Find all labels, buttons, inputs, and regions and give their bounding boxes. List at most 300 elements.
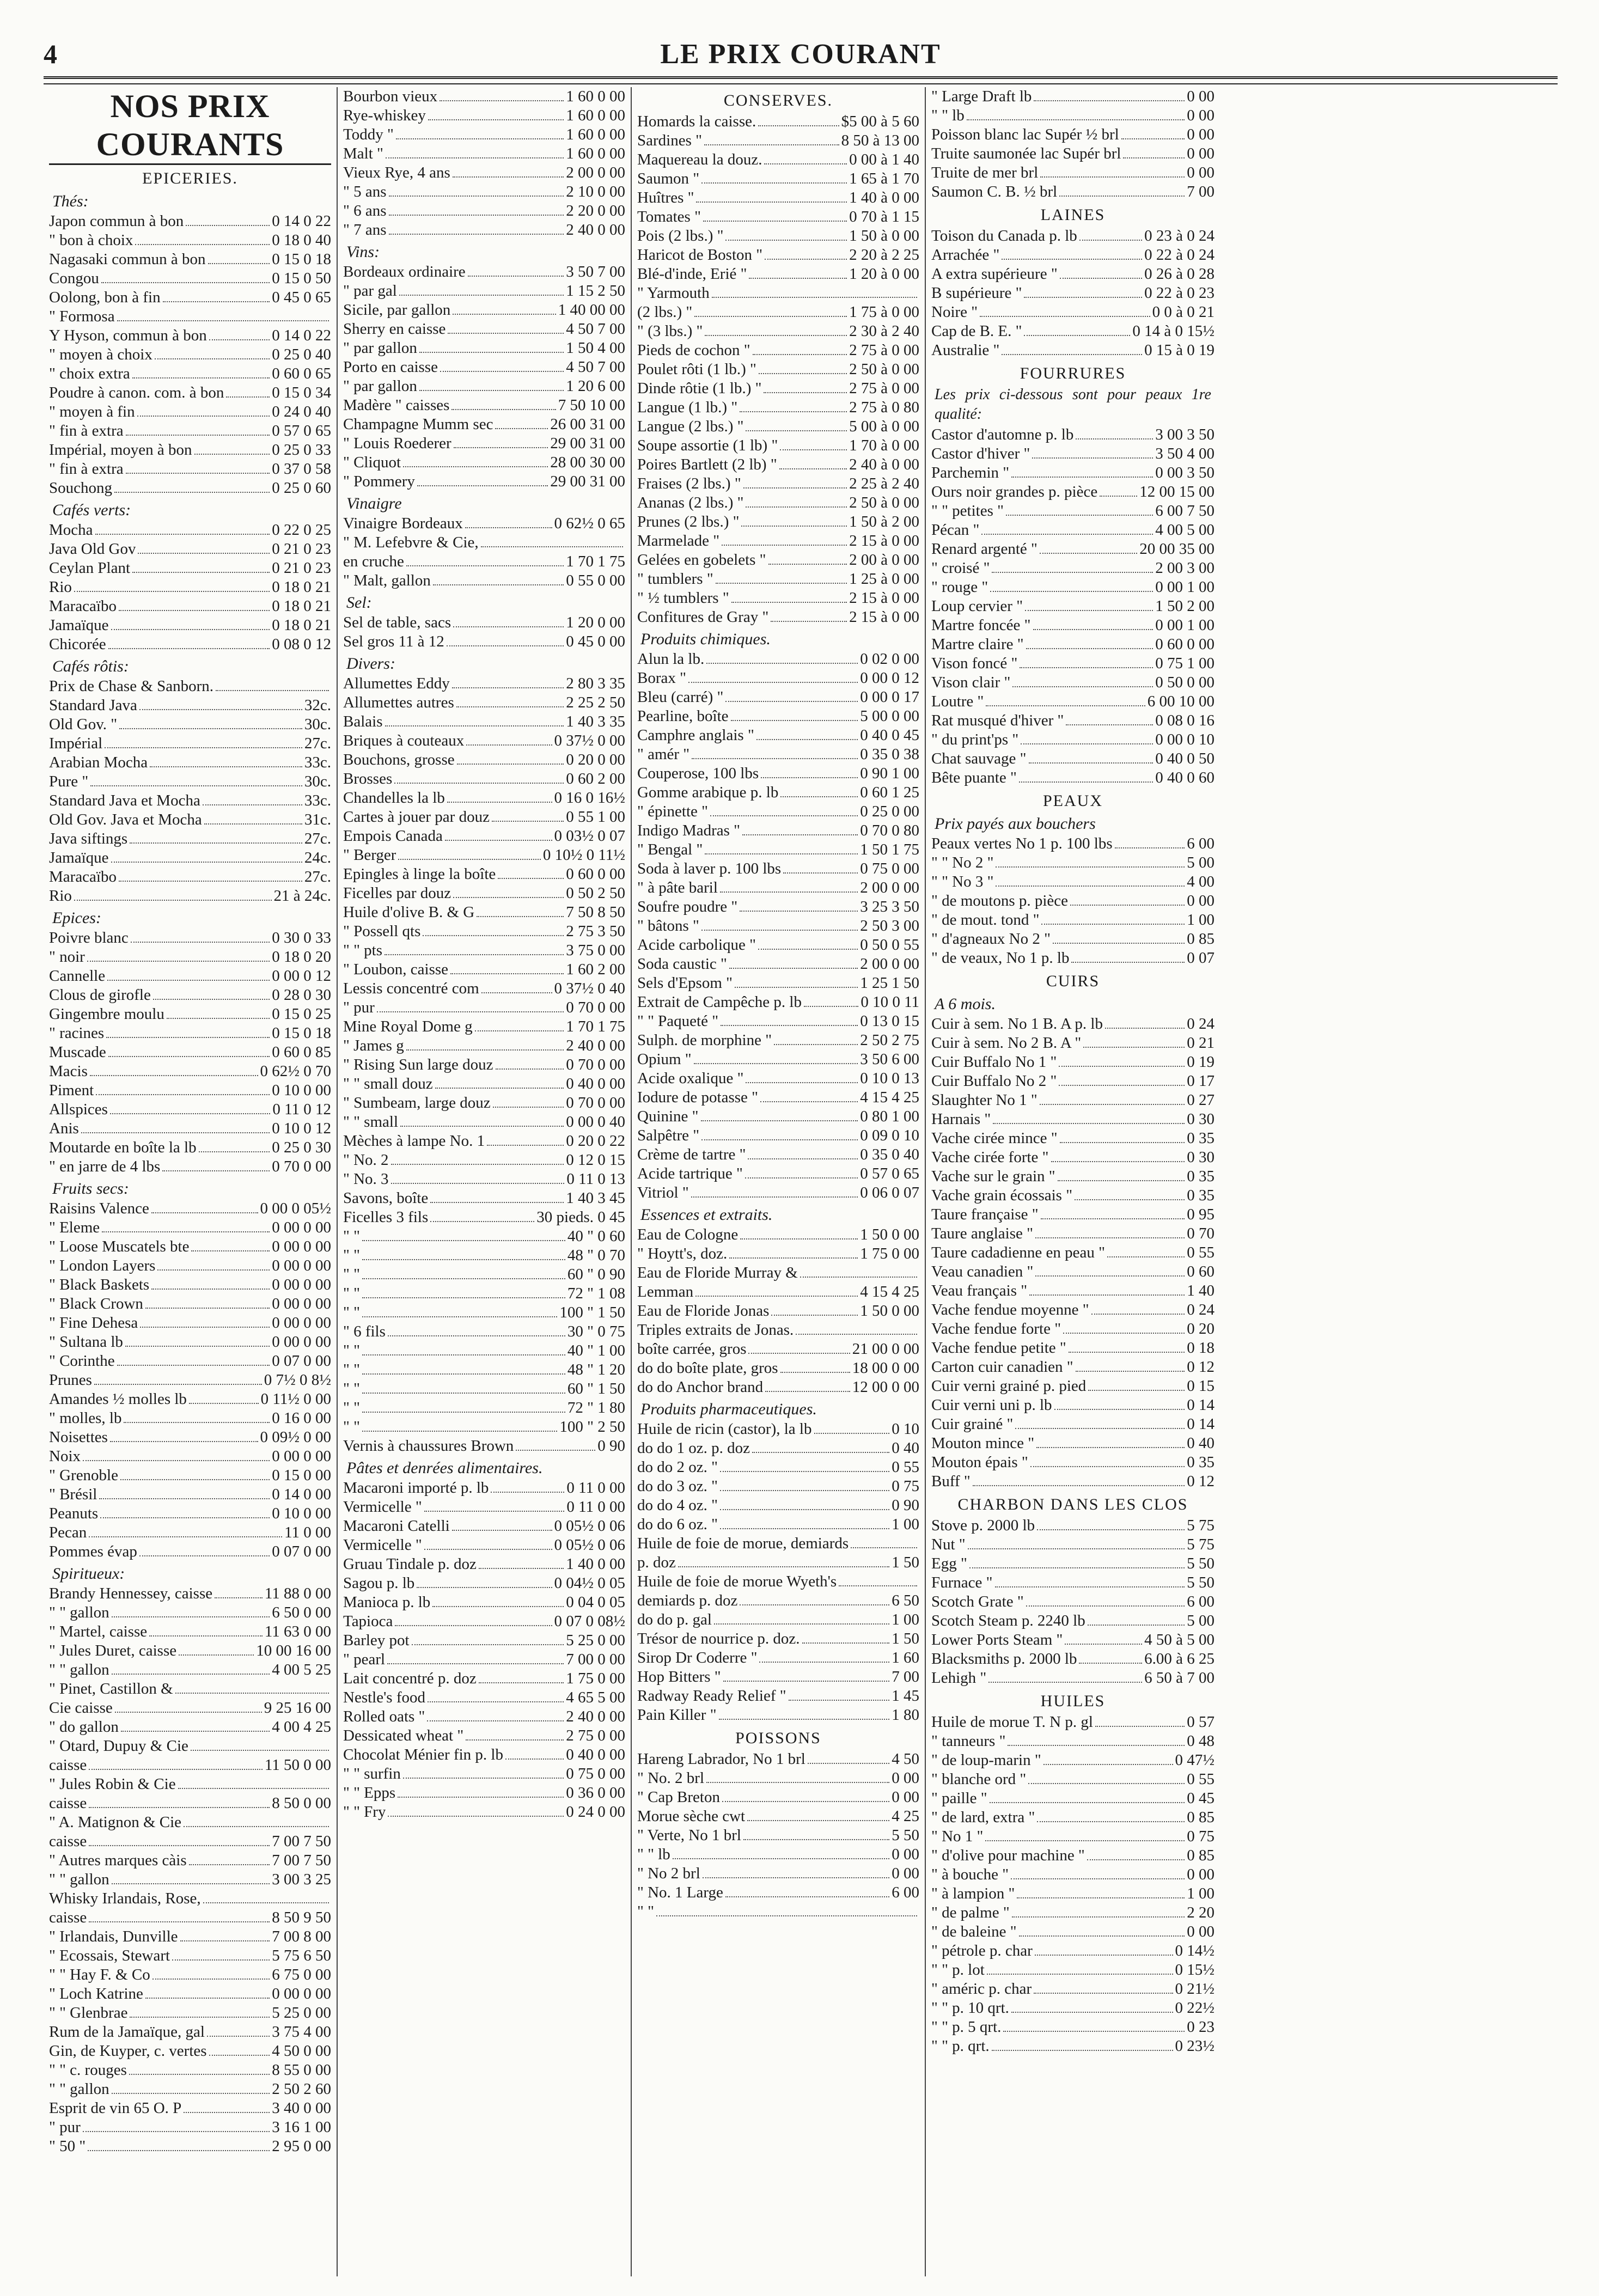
leader-dots [1029, 753, 1154, 764]
item-name: " noir [49, 948, 85, 966]
item-name: Lessis concentré com [343, 980, 479, 997]
item-price: 2 50 3 00 [860, 917, 919, 935]
item-name: do do 3 oz. " [637, 1477, 718, 1495]
item-price: 26 00 31 00 [550, 416, 625, 433]
price-row [49, 1832, 331, 1851]
item-name: " Cliquot [343, 454, 401, 471]
leader-dots [716, 573, 847, 584]
price-row [931, 246, 1214, 265]
leader-dots [990, 1793, 1185, 1803]
item-price: 0 28 0 30 [272, 986, 331, 1004]
item-name: Morue sèche cwt [637, 1808, 746, 1825]
item-price: 0 35 [1187, 1187, 1214, 1204]
leader-dots [427, 1711, 564, 1721]
item-price: 6.00 à 6 25 [1144, 1650, 1214, 1668]
price-row [343, 674, 625, 693]
item-price: 9 25 16 00 [264, 1699, 331, 1717]
item-price: 0 75 0 00 [566, 1765, 625, 1782]
item-price: 11 0 00 [284, 1524, 331, 1541]
price-row [343, 320, 625, 339]
item-price: 40 " 1 00 [567, 1342, 625, 1359]
price-row [931, 1573, 1214, 1592]
leader-dots [398, 1787, 564, 1798]
price-row [637, 112, 919, 131]
leader-dots [112, 1607, 270, 1617]
item-name: Langue (1 lb.) " [637, 399, 738, 416]
item-price: 5 50 [892, 1827, 919, 1844]
leader-dots [130, 2007, 270, 2018]
price-row [343, 750, 625, 770]
item-price: 0 20 [1187, 1320, 1214, 1338]
item-price: 2 95 0 00 [272, 2138, 331, 2155]
item-price: 21 00 0 00 [852, 1340, 919, 1358]
item-name: " de baleine " [931, 1923, 1017, 1940]
item-price: 0 15 à 0 19 [1144, 341, 1214, 359]
item-name: Sardines " [637, 132, 702, 149]
item-price: 0 14 0 22 [272, 212, 331, 230]
section-subheading: Fruits secs: [52, 1180, 129, 1198]
price-row [49, 1851, 331, 1870]
item-price: 5 00 [1187, 854, 1214, 871]
price-row [637, 859, 919, 878]
item-price: 1 15 2 50 [566, 282, 625, 300]
price-row [637, 955, 919, 974]
leader-dots [1088, 1381, 1185, 1391]
item-name: do do 6 oz. " [637, 1516, 718, 1533]
price-row [49, 1718, 331, 1737]
item-name: Malt " [343, 145, 383, 162]
price-row [931, 1358, 1214, 1377]
price-row [49, 521, 331, 540]
leader-dots [131, 932, 270, 943]
price-row [637, 1706, 919, 1725]
item-price: 0 40 [892, 1439, 919, 1457]
price-row [49, 1157, 331, 1176]
price-row [49, 1199, 331, 1218]
leader-dots [1115, 838, 1185, 848]
leader-dots [692, 749, 858, 759]
item-name: " Corinthe [49, 1352, 115, 1370]
item-name: Epingles à linge la boîte [343, 865, 496, 883]
leader-dots [389, 205, 564, 216]
price-row [49, 250, 331, 269]
leader-dots [150, 757, 302, 767]
page-title: LE PRIX COURANT [660, 39, 941, 70]
price-row [637, 227, 919, 246]
price-row [343, 415, 625, 434]
leader-dots [701, 1111, 858, 1121]
leader-dots [839, 1576, 917, 1586]
item-price: 0 85 [1187, 1809, 1214, 1826]
leader-dots [140, 1317, 270, 1328]
price-row [637, 917, 919, 936]
leader-dots [209, 2045, 270, 2056]
item-price: 1 70 à 0 00 [849, 437, 919, 454]
item-name: Triples extraits de Jonas. [637, 1321, 794, 1339]
leader-dots [184, 2103, 270, 2113]
item-price: 0 16 0 16½ [554, 789, 625, 807]
item-name: Maracaïbo [49, 597, 117, 615]
price-row [931, 125, 1214, 144]
item-name: " de loup-marin " [931, 1751, 1041, 1769]
item-price: 0 60 0 00 [566, 865, 625, 883]
item-price: 0 00 [892, 1865, 919, 1882]
item-name: Cap de B. E. " [931, 322, 1022, 340]
price-row [637, 1378, 919, 1397]
item-price: 0 85 [1187, 1847, 1214, 1864]
item-name: Rio [49, 887, 72, 905]
item-name: Harnais " [931, 1110, 991, 1128]
leader-dots [1021, 734, 1153, 744]
leader-dots [516, 1440, 595, 1451]
item-price: 0 10 0 13 [860, 1070, 919, 1087]
item-name: Veau canadien " [931, 1263, 1034, 1280]
leader-dots [419, 381, 564, 391]
leader-dots [389, 224, 564, 235]
item-price: 0 40 0 60 [1155, 769, 1214, 786]
leader-dots [1071, 952, 1185, 963]
item-name: " de lard, extra " [931, 1809, 1035, 1826]
column-title: NOS PRIX COURANTS [49, 87, 331, 165]
section-heading: FOURRURES [1020, 364, 1126, 382]
price-row [931, 1808, 1214, 1827]
item-price: 0 07 0 08½ [554, 1613, 625, 1630]
leader-dots [783, 863, 858, 874]
leader-dots [1032, 448, 1153, 459]
item-price: 1 60 0 00 [566, 107, 625, 124]
price-row [343, 1479, 625, 1498]
item-name: " " [343, 1228, 360, 1245]
item-name: " pur [343, 999, 375, 1016]
price-column-1 [44, 87, 338, 2276]
item-price: 29 00 31 00 [550, 473, 625, 490]
item-name: caisse [49, 1833, 87, 1850]
leader-dots [1029, 1285, 1185, 1296]
item-price: 2 30 à 2 40 [849, 322, 919, 340]
price-columns [44, 87, 1558, 2276]
item-name: Rye-whiskey [343, 107, 426, 124]
item-price: 5 75 [1187, 1517, 1214, 1534]
leader-dots [673, 1849, 890, 1859]
leader-dots [765, 249, 847, 260]
leader-dots [701, 173, 847, 184]
leader-dots [748, 1149, 858, 1159]
item-price: 0 70 0 00 [566, 999, 625, 1016]
price-row [637, 1340, 919, 1359]
price-row [49, 1542, 331, 1561]
leader-dots [752, 1443, 889, 1453]
price-row [343, 1631, 625, 1650]
item-price: 2 40 0 00 [566, 1037, 625, 1054]
price-row [931, 1554, 1214, 1573]
price-row [49, 1333, 331, 1352]
item-price: 0 10 0 00 [272, 1082, 331, 1099]
item-name: Veau français " [931, 1282, 1028, 1299]
item-name: " racines [49, 1024, 105, 1042]
item-price: 8 55 0 00 [272, 2061, 331, 2079]
section-heading: HUILES [1040, 1692, 1106, 1710]
leader-dots [89, 1798, 270, 1808]
price-row [343, 1303, 625, 1322]
price-row [931, 227, 1214, 246]
item-price: 2 20 0 00 [566, 202, 625, 219]
price-row [931, 1732, 1214, 1751]
price-row [637, 1225, 919, 1244]
price-row [931, 930, 1214, 949]
leader-dots [417, 1578, 552, 1588]
item-name: Scotch Grate " [931, 1593, 1024, 1610]
item-price: 2 50 2 75 [860, 1031, 919, 1049]
item-price: 0 07 [1187, 949, 1214, 967]
price-row [49, 559, 331, 578]
item-name: Jamaïque [49, 616, 109, 634]
item-name: caisse [49, 1794, 87, 1812]
price-row [343, 301, 625, 320]
item-name: Loutre " [931, 693, 984, 710]
price-row [343, 1170, 625, 1189]
leader-dots [412, 1635, 564, 1645]
price-row [343, 1536, 625, 1555]
price-row [343, 1784, 625, 1803]
item-name: Allumettes Eddy [343, 675, 450, 692]
item-name: Truite de mer brl [931, 164, 1039, 181]
item-name: Old Gov. Java et Mocha [49, 811, 202, 828]
item-name: Cuir grainé " [931, 1415, 1014, 1433]
item-price: 0 40 0 00 [566, 1746, 625, 1763]
price-row [343, 846, 625, 865]
section-subheading: Vinaigre [346, 494, 402, 512]
item-name: " No 2 brl [637, 1865, 700, 1882]
item-name: " Hoytt's, doz. [637, 1245, 728, 1262]
item-price: 7 00 [1187, 183, 1214, 200]
item-name: Vinaigre Bordeaux [343, 515, 463, 532]
item-price: 0 26 à 0 28 [1144, 265, 1214, 283]
item-name: Huile d'olive B. & G [343, 903, 475, 921]
item-price: 0 50 2 50 [566, 884, 625, 902]
item-price: 1 75 0 00 [860, 1245, 919, 1262]
item-price: 6 00 [1187, 835, 1214, 852]
price-row [343, 1745, 625, 1764]
price-row [931, 853, 1214, 872]
price-row [343, 339, 625, 358]
leader-dots [155, 349, 270, 359]
price-row [49, 231, 331, 250]
item-price: 0 90 [892, 1497, 919, 1514]
price-row [343, 903, 625, 922]
leader-dots [1037, 1520, 1185, 1530]
price-row [343, 865, 625, 884]
leader-dots [1015, 1419, 1185, 1429]
price-row [931, 1205, 1214, 1224]
price-row [637, 1591, 919, 1610]
price-row [49, 1584, 331, 1603]
item-price: 3 40 0 00 [272, 2099, 331, 2117]
price-row [637, 341, 919, 360]
item-price: 0 00 0 40 [566, 1113, 625, 1131]
item-price: 1 40 0 00 [566, 1555, 625, 1573]
leader-dots [452, 1521, 552, 1531]
leader-dots [167, 1009, 270, 1019]
leader-dots [747, 1811, 889, 1821]
leader-dots [428, 1692, 564, 1702]
leader-dots [391, 1174, 565, 1184]
price-row [343, 1036, 625, 1055]
item-price: 30 pieds. 0 45 [536, 1208, 625, 1226]
leader-dots [180, 1931, 270, 1941]
price-row [931, 1631, 1214, 1650]
leader-dots [129, 2065, 270, 2075]
item-price: 0 57 [1187, 1713, 1214, 1731]
leader-dots [1040, 1095, 1185, 1105]
leader-dots [749, 268, 847, 279]
item-name: Vison clair " [931, 674, 1011, 691]
leader-dots [1059, 186, 1185, 197]
leader-dots [1054, 1400, 1185, 1410]
item-price: 12 00 0 00 [852, 1378, 919, 1396]
leader-dots [362, 1364, 565, 1375]
price-row [49, 929, 331, 948]
item-price: 0 57 0 65 [272, 422, 331, 439]
leader-dots [800, 1267, 917, 1278]
item-name: Huile de morue T. N p. gl [931, 1713, 1093, 1731]
item-price: 1 60 0 00 [566, 145, 625, 162]
item-name: Australie " [931, 341, 1000, 359]
item-price: 48 " 0 70 [567, 1247, 625, 1264]
item-price: 18 00 0 00 [852, 1359, 919, 1377]
item-price: 0 14 [1187, 1415, 1214, 1433]
leader-dots [753, 345, 847, 355]
item-name: " " [343, 1399, 360, 1416]
item-name: " pétrole p. char [931, 1942, 1033, 1959]
section-heading: CHARBON DANS LES CLOS [957, 1495, 1188, 1513]
leader-dots [151, 1279, 270, 1290]
item-name: Vache grain écossais " [931, 1187, 1073, 1204]
item-price: 10 00 16 00 [256, 1642, 331, 1659]
item-name: " à pâte baril [637, 879, 718, 896]
item-price: 0 12 [1187, 1473, 1214, 1490]
item-price: 4 50 7 00 [566, 358, 625, 376]
leader-dots [725, 1887, 889, 1897]
leader-dots [120, 1470, 270, 1480]
price-row [637, 821, 919, 840]
price-row [637, 1610, 919, 1629]
item-price: 4 00 5 00 [1155, 521, 1214, 539]
item-name: Toddy " [343, 126, 394, 143]
leader-dots [101, 273, 270, 283]
item-name: Furnace " [931, 1574, 993, 1591]
item-name: " Martel, caisse [49, 1623, 148, 1640]
price-row [931, 163, 1214, 182]
leader-dots [466, 735, 552, 746]
item-name: " fin à extra [49, 422, 124, 439]
item-name: Arabian Mocha [49, 754, 148, 771]
item-price: 0 62½ 0 70 [260, 1062, 331, 1080]
leader-dots [423, 926, 564, 936]
leader-dots [703, 211, 847, 222]
item-price: 8 50 à 13 00 [841, 132, 919, 149]
item-price: 3 16 1 00 [272, 2118, 331, 2136]
price-row [931, 834, 1214, 853]
leader-dots [117, 1355, 270, 1366]
price-row [49, 1775, 331, 1794]
item-price: 4 50 7 00 [566, 320, 625, 338]
item-price: 1 50 [892, 1630, 919, 1647]
item-name: " blanche ord " [931, 1770, 1027, 1788]
leader-dots [119, 601, 270, 611]
item-price: 5 25 0 00 [272, 2004, 331, 2022]
price-row [49, 2118, 331, 2137]
section-subheading: Divers: [346, 655, 395, 673]
item-price: 0 7½ 0 8½ [264, 1371, 331, 1389]
price-row [931, 949, 1214, 968]
leader-dots [1024, 326, 1130, 336]
price-row [637, 1788, 919, 1807]
item-price: 0 12 0 15 [566, 1151, 625, 1169]
item-price: 0 00 0 00 [272, 1333, 331, 1351]
price-row [49, 1390, 331, 1409]
item-name: " Possell qts [343, 923, 421, 940]
price-row [637, 570, 919, 589]
leader-dots [740, 1595, 889, 1605]
item-price: 0 00 [892, 1846, 919, 1863]
price-row [637, 707, 919, 726]
leader-dots [1011, 1869, 1185, 1879]
leader-dots [986, 696, 1145, 706]
item-name: Empois Canada [343, 827, 443, 845]
item-price: 0 15 0 34 [272, 384, 331, 401]
item-price: 6 50 à 7 00 [1144, 1669, 1214, 1687]
item-price: 3 00 3 50 [1155, 426, 1214, 443]
item-price: 2 10 0 00 [566, 183, 625, 200]
price-row [343, 1707, 625, 1726]
leader-dots [780, 440, 847, 450]
item-price: 4 00 [1187, 873, 1214, 890]
item-price: 0 00 0 00 [272, 1276, 331, 1293]
item-name: Ficelles par douz [343, 884, 451, 902]
price-row [49, 460, 331, 479]
leader-dots [151, 1203, 258, 1213]
item-name: Hop Bitters " [637, 1668, 721, 1686]
leader-dots [207, 2026, 270, 2037]
item-name: Saumon " [637, 170, 700, 187]
item-name: " molles, lb [49, 1409, 122, 1427]
leader-dots [189, 1394, 259, 1404]
price-row [637, 608, 919, 627]
price-row [343, 358, 625, 377]
leader-dots [157, 1260, 270, 1271]
leader-dots [387, 1654, 564, 1664]
item-price: 0 45 0 00 [566, 633, 625, 650]
price-row [637, 1845, 919, 1864]
leader-dots [996, 857, 1185, 868]
price-row [343, 262, 625, 282]
leader-dots [1002, 345, 1142, 355]
item-price: 0 60 0 65 [272, 365, 331, 382]
leader-dots [95, 524, 270, 535]
item-price: 0 22 à 0 23 [1144, 284, 1214, 302]
price-row [931, 692, 1214, 711]
leader-dots [391, 1155, 564, 1165]
price-row [637, 802, 919, 821]
item-price: 27c. [304, 735, 331, 752]
section-subheading: A 6 mois. [935, 995, 996, 1013]
price-row [343, 1574, 625, 1593]
price-row [931, 322, 1214, 341]
price-row [637, 1496, 919, 1515]
item-name: Fraises (2 lbs.) " [637, 475, 741, 492]
leader-dots [748, 1344, 850, 1354]
item-name: Alun la lb. [637, 650, 705, 668]
